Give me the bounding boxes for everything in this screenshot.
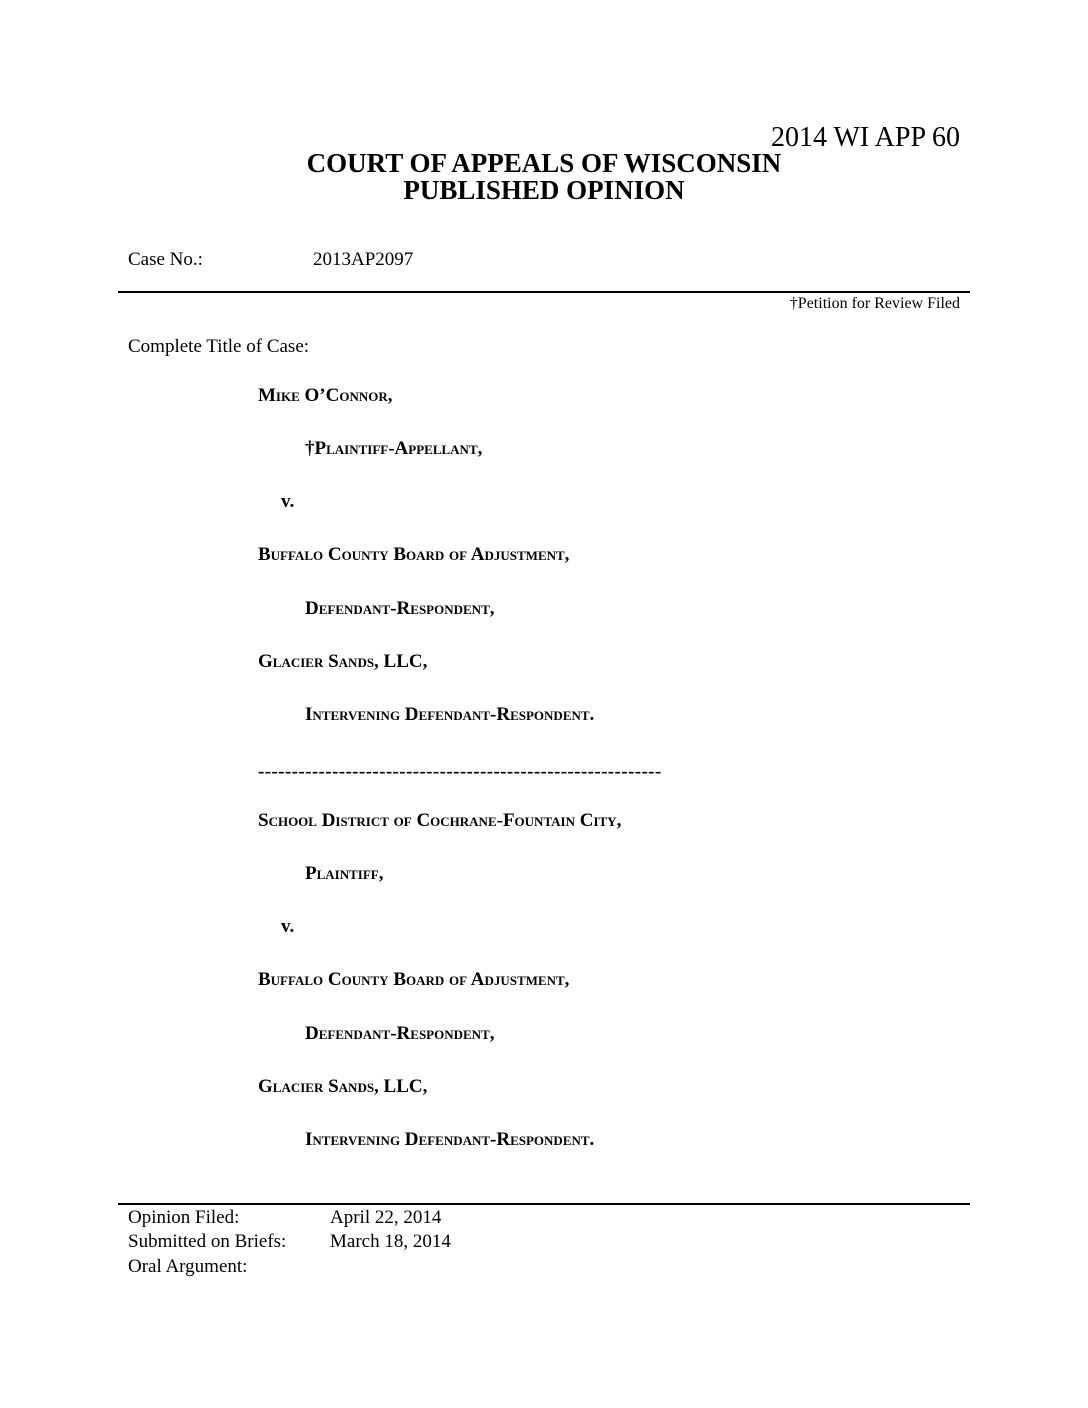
party-plaintiff: School District of Cochrane-Fountain City, bbox=[258, 810, 622, 831]
complete-title-label: Complete Title of Case: bbox=[128, 336, 310, 357]
submitted-value: March 18, 2014 bbox=[330, 1231, 451, 1252]
party-role: Defendant-Respondent, bbox=[305, 598, 495, 619]
top-divider bbox=[118, 291, 970, 293]
party-plaintiff-appellant: Mike O’Connor, bbox=[258, 385, 393, 406]
party-role: Plaintiff, bbox=[305, 863, 384, 884]
party-intervenor: Glacier Sands, LLC, bbox=[258, 1076, 428, 1097]
opinion-filed-value: April 22, 2014 bbox=[330, 1207, 442, 1228]
party-defendant: Buffalo County Board of Adjustment, bbox=[258, 544, 570, 565]
party-role: Defendant-Respondent, bbox=[305, 1023, 495, 1044]
party-role: Intervening Defendant-Respondent. bbox=[305, 704, 595, 725]
versus: v. bbox=[281, 491, 295, 512]
party-role: †Plaintiff-Appellant, bbox=[305, 438, 483, 459]
petition-note: †Petition for Review Filed bbox=[789, 295, 960, 312]
opinion-type: PUBLISHED OPINION bbox=[403, 175, 685, 205]
caption-separator: ------------------------------------------------------------ bbox=[258, 761, 662, 782]
party-intervenor: Glacier Sands, LLC, bbox=[258, 651, 428, 672]
opinion-filed-label: Opinion Filed: bbox=[128, 1207, 240, 1228]
versus: v. bbox=[281, 916, 295, 937]
party-defendant: Buffalo County Board of Adjustment, bbox=[258, 969, 570, 990]
court-name: COURT OF APPEALS OF WISCONSIN bbox=[306, 148, 782, 178]
oral-argument-label: Oral Argument: bbox=[128, 1256, 248, 1277]
bottom-divider bbox=[118, 1203, 970, 1205]
case-no-label: Case No.: bbox=[128, 249, 203, 270]
case-no-value: 2013AP2097 bbox=[313, 249, 414, 270]
party-role: Intervening Defendant-Respondent. bbox=[305, 1129, 595, 1150]
submitted-label: Submitted on Briefs: bbox=[128, 1231, 287, 1252]
citation: 2014 WI APP 60 bbox=[770, 122, 960, 153]
